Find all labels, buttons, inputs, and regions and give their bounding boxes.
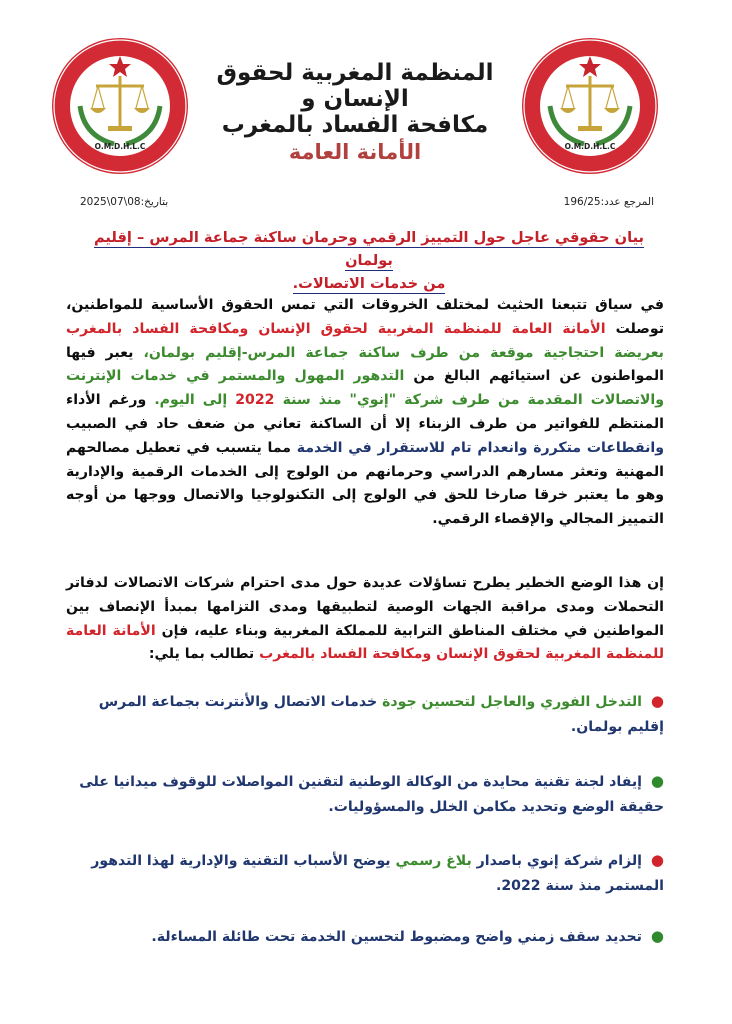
demand-text: بلاغ رسمي (395, 853, 472, 869)
statement-title-line1: بيان حقوقي عاجل حول التمييز الرقمي وحرمان ساكنة جماعة المرس – إقليم بولمان (93, 229, 645, 269)
p2-text: إن هذا الوضع الخطير يطرح تساؤلات عديدة حول مدى احترام شركات الاتصالات لدفاتر التحملات ومدى مراقبة الجهات الوصية لتطبيقها ومدى التزامها بمبدأ الإنصاف بين المواطنين في مختلف المناطق الترابية للمملكة المغربية وبناء عليه، فإن (66, 575, 664, 639)
demand-item (66, 689, 664, 740)
demand-text: إلزام شركة إنوي باصدار (476, 853, 642, 869)
p1-text: يعبر فيها المواطنون عن استيائهم البالغ من (66, 344, 665, 385)
organization-seal-right (520, 36, 660, 176)
reference-number: المرجع عدد:196/25 (563, 196, 654, 208)
p1-petition: بعريضة احتجاجية موقعة من طرف ساكنة جماعة المرس-إقليم بولمان، (143, 344, 664, 361)
organization-name-line1: المنظمة المغربية لحقوق الإنسان و (216, 60, 494, 112)
demand-text: يوضح الأسباب التقنية والإدارية لهذا التدهور المستمر منذ سنة 2022. (91, 853, 664, 894)
organization-seal-left (50, 36, 190, 176)
svg-text:O.M.D.H.L.C: O.M.D.H.L.C (94, 142, 146, 151)
demand-text: وتحديد مكامن الخلل والمسؤوليات. (328, 799, 568, 815)
paragraph-demands-intro (66, 572, 664, 667)
paragraph-context (66, 294, 664, 532)
demand-item (66, 848, 664, 899)
p1-text: ورغم الأداء المنتظم للفواتير من طرف الزبناء إلا أن الساكنة تعاني من ضعف حاد في الصبيب (66, 392, 664, 432)
p2-secretariat: الأمانة العامة للمنظمة المغربية لحقوق الإنسان ومكافحة الفساد بالمغرب (66, 622, 664, 663)
p1-outages: وانقطاعات متكررة وانعدام تام للاستقرار في الخدمة (296, 439, 664, 456)
p1-secretariat: الأمانة العامة للمنظمة المغربية لحقوق الإنسان ومكافحة الفساد بالمغرب (66, 320, 606, 337)
bullet-green: ● (650, 772, 664, 790)
demand-text: تحديد سقف زمني واضح ومضبوط لتحسين الخدمة تحت طائلة المساءلة. (151, 929, 642, 945)
secretariat-title: الأمانة العامة (288, 140, 422, 164)
svg-text:O.M.D.H.L.C: O.M.D.H.L.C (564, 142, 616, 151)
p1-text: مما يتسبب في تعطيل مصالحهم المهنية وتعثر مسارهم الدراسي وحرمانهم من الولوج إلى الخدمات الرقمية والإدارية وهو ما يعتبر خرقا صارخا للحق في الولوج إلى التكنولوجيا والاتصال ووجها من أوجه التمييز المجالي والإقصاء الرقمي. (66, 439, 664, 528)
organization-name (190, 60, 520, 138)
organization-name-line2: مكافحة الفساد بالمغرب (221, 112, 489, 138)
demand-item (66, 769, 664, 820)
p1-today: إلى اليوم. (154, 392, 228, 409)
p1-text: في سياق تتبعنا الحثيث لمختلف الخروقات التي تمس الحقوق الأساسية للمواطنين، توصلت (66, 297, 664, 337)
statement-title (70, 226, 668, 295)
statement-title-line2: من خدمات الاتصالات. (292, 275, 446, 292)
document-date: بتاريخ:08\07\2025 (80, 196, 169, 208)
bullet-red: ● (650, 851, 664, 869)
demand-item (66, 924, 664, 950)
bullet-red: ● (650, 692, 664, 710)
p2-text: تطالب بما يلي: (148, 646, 255, 663)
demand-text: إيفاد لجنة تقنية محايدة من الوكالة الوطنية لتقنين المواصلات للوقوف ميدانيا على حقيقة الوضع (79, 774, 664, 815)
demand-text: خدمات الاتصال والأنترنت بجماعة المرس إقليم بولمان. (98, 694, 664, 735)
bullet-green: ● (650, 927, 664, 945)
p1-year: 2022 (235, 392, 275, 409)
demand-text: التدخل الفوري والعاجل لتحسين جودة (382, 694, 642, 710)
p1-deterioration: التدهور المهول والمستمر في خدمات الإنترنت والاتصالات المقدمة من طرف شركة "إنوي" منذ سنة (66, 368, 664, 409)
